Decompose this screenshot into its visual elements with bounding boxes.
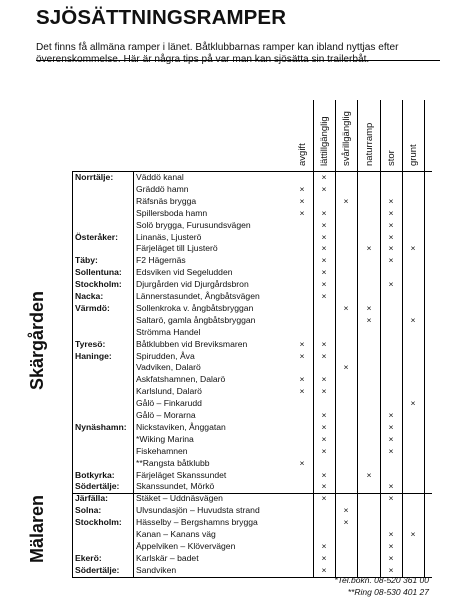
feature-mark: × [388,421,394,432]
place-label: Spillersboda hamn [136,207,208,218]
feature-mark: × [321,374,327,385]
table-row [72,481,432,493]
feature-mark: × [388,552,394,563]
feature-mark: × [321,552,327,563]
page-title: SJÖSÄTTNINGSRAMPER [36,6,287,29]
place-label: Sandviken [136,564,177,575]
feature-mark: × [321,231,327,242]
feature-mark: × [343,517,349,528]
place-label: Skanssundet, Mörkö [136,481,215,492]
table-row [72,303,432,315]
place-label: Gålö – Morarna [136,410,196,420]
footnote-1: *Tel.bokn. 08-520 361 00 [334,575,429,585]
feature-mark: × [321,410,327,420]
feature-mark: × [343,195,349,206]
feature-mark: × [388,564,394,575]
column-header: naturramp [364,122,375,166]
feature-mark: × [410,529,416,539]
feature-mark: × [321,172,327,182]
table-row [72,327,432,339]
table-row [72,339,432,351]
feature-mark: × [321,564,327,575]
region-skargarden-label [27,290,47,410]
table-row [72,232,432,244]
table-row [72,529,432,541]
feature-mark: × [321,433,327,444]
intro-text: Det finns få allmäna ramper i länet. Båtklubbarnas ramper kan ibland nyttjas efter [36,42,399,53]
table-row [72,386,432,398]
feature-mark: × [321,338,327,349]
table-row [72,470,432,482]
municipality-label: Solna: [75,505,102,516]
table-row [72,184,432,196]
column-header: stor [386,150,397,166]
feature-mark: × [321,540,327,551]
place-label: Väddö kanal [136,172,184,182]
table-row [72,196,432,208]
feature-mark: × [343,505,349,516]
column-header: lättillgänglig [319,116,330,166]
footnote-2: **Ring 08-530 401 27 [347,587,429,597]
place-label: Ulvsundasjön – Huvudsta strand [136,505,260,516]
place-label: Gräddö hamn [136,183,189,194]
municipality-label: Täby: [75,255,98,266]
feature-mark: × [388,540,394,551]
municipality-label: Värmdö: [75,302,110,313]
feature-mark: × [388,529,394,539]
table-row [72,291,432,303]
feature-mark: × [388,195,394,206]
municipality-label: Norrtälje: [75,172,114,182]
column-header: grunt [408,144,419,166]
municipality-label: Stockholm: [75,517,122,528]
municipality-label: Stockholm: [75,279,122,290]
table-row [72,493,432,505]
place-label: Solö brygga, Furusundsvägen [136,219,251,230]
place-label: F2 Hägernäs [136,255,186,266]
feature-mark: × [388,445,394,456]
place-label: Äppelviken – Klövervägen [136,540,236,551]
table-row [72,208,432,220]
feature-mark: × [299,374,305,385]
place-label: Strömma Handel [136,326,201,337]
table-row [72,351,432,363]
region-malaren-label [27,494,47,583]
feature-mark: × [321,267,327,278]
place-label: Spirudden, Åva [136,350,195,361]
feature-mark: × [321,279,327,290]
place-label: Färjeläget Skanssundet [136,469,227,480]
municipality-label: Nacka: [75,291,104,301]
table-row [72,517,432,529]
place-label: Karlslund, Dalarö [136,386,202,397]
table-row [72,267,432,279]
table-row [72,362,432,374]
feature-mark: × [366,243,372,254]
table-row [72,410,432,422]
feature-mark: × [299,386,305,397]
table-row [72,172,432,184]
feature-mark: × [321,183,327,194]
table-row [72,255,432,267]
place-label: Gålö – Finkarudd [136,398,202,409]
municipality-label: Österåker: [75,231,118,242]
feature-mark: × [388,279,394,290]
place-label: Båtklubben vid Breviksmaren [136,338,248,349]
table-row [72,553,432,565]
place-label: *Wiking Marina [136,433,194,444]
table-row [72,446,432,458]
feature-mark: × [410,398,416,409]
feature-mark: × [321,445,327,456]
feature-mark: × [321,255,327,266]
table-row [72,434,432,446]
table-row [72,541,432,553]
feature-mark: × [321,421,327,432]
place-label: Färjeläget till Ljusterö [136,243,218,254]
table-row [72,374,432,386]
place-label: Linanäs, Ljusterö [136,231,202,242]
feature-mark: × [388,207,394,218]
feature-mark: × [410,314,416,325]
table-row [72,220,432,232]
municipality-label: Sollentuna: [75,267,122,278]
place-label: Hässelby – Bergshamns brygga [136,517,258,528]
feature-mark: × [366,469,372,480]
place-label: Nickstaviken, Ånggatan [136,421,226,432]
region-malaren-text: Mälaren [27,494,47,563]
feature-mark: × [321,469,327,480]
feature-mark: × [343,302,349,313]
table-row [72,243,432,255]
feature-mark: × [388,410,394,420]
feature-mark: × [388,243,394,254]
municipality-label: Botkyrka: [75,469,115,480]
feature-mark: × [388,493,394,504]
feature-mark: × [388,481,394,492]
feature-mark: × [321,219,327,230]
municipality-label: Tyresö: [75,338,106,349]
column-header: avgift [297,143,308,166]
place-label: **Rangsta båtklubb [136,457,210,468]
municipality-label: Ekerö: [75,552,102,563]
feature-mark: × [321,386,327,397]
municipality-label: Nynäshamn: [75,421,127,432]
column-header: svårillgänglig [341,111,352,166]
place-label: Askfatshamnen, Dalarö [136,374,226,385]
place-label: Djurgården vid Djurgårdsbron [136,279,249,290]
feature-mark: × [321,243,327,254]
feature-mark: × [410,243,416,254]
municipality-label: Södertälje: [75,564,120,575]
feature-mark: × [388,433,394,444]
feature-mark: × [299,195,305,206]
place-label: Karlskär – badet [136,552,199,563]
feature-mark: × [321,207,327,218]
place-label: Kanan – Kanans väg [136,529,216,539]
place-label: Lännerstasundet, Ångbåtsvägen [136,291,260,301]
place-label: Stäket – Uddnäsvägen [136,493,223,504]
region-skargarden-text: Skärgården [27,290,47,390]
municipality-label: Södertälje: [75,481,120,492]
table-row [72,505,432,517]
place-label: Saltarö, gamla ångbåtsbryggan [136,314,256,325]
place-label: Vadviken, Dalarö [136,362,201,373]
place-label: Fiskehamnen [136,445,188,456]
feature-mark: × [299,338,305,349]
table-row [72,458,432,470]
feature-mark: × [388,231,394,242]
title-rule [36,60,440,61]
feature-mark: × [366,302,372,313]
place-label: Sollenkroka v. ångbåtsbryggan [136,302,254,313]
feature-mark: × [321,481,327,492]
table-row [72,422,432,434]
feature-mark: × [299,207,305,218]
feature-mark: × [343,362,349,373]
feature-mark: × [321,350,327,361]
table-row [72,315,432,327]
place-label: Edsviken vid Segeludden [136,267,233,278]
municipality-label: Haninge: [75,350,112,361]
table-row [72,398,432,410]
municipality-label: Järfälla: [75,493,108,504]
feature-mark: × [299,350,305,361]
feature-mark: × [388,255,394,266]
place-label: Räfsnäs brygga [136,195,197,206]
feature-mark: × [321,493,327,504]
feature-mark: × [366,314,372,325]
table-row [72,279,432,291]
feature-mark: × [321,291,327,301]
feature-mark: × [299,183,305,194]
feature-mark: × [388,219,394,230]
feature-mark: × [299,457,305,468]
